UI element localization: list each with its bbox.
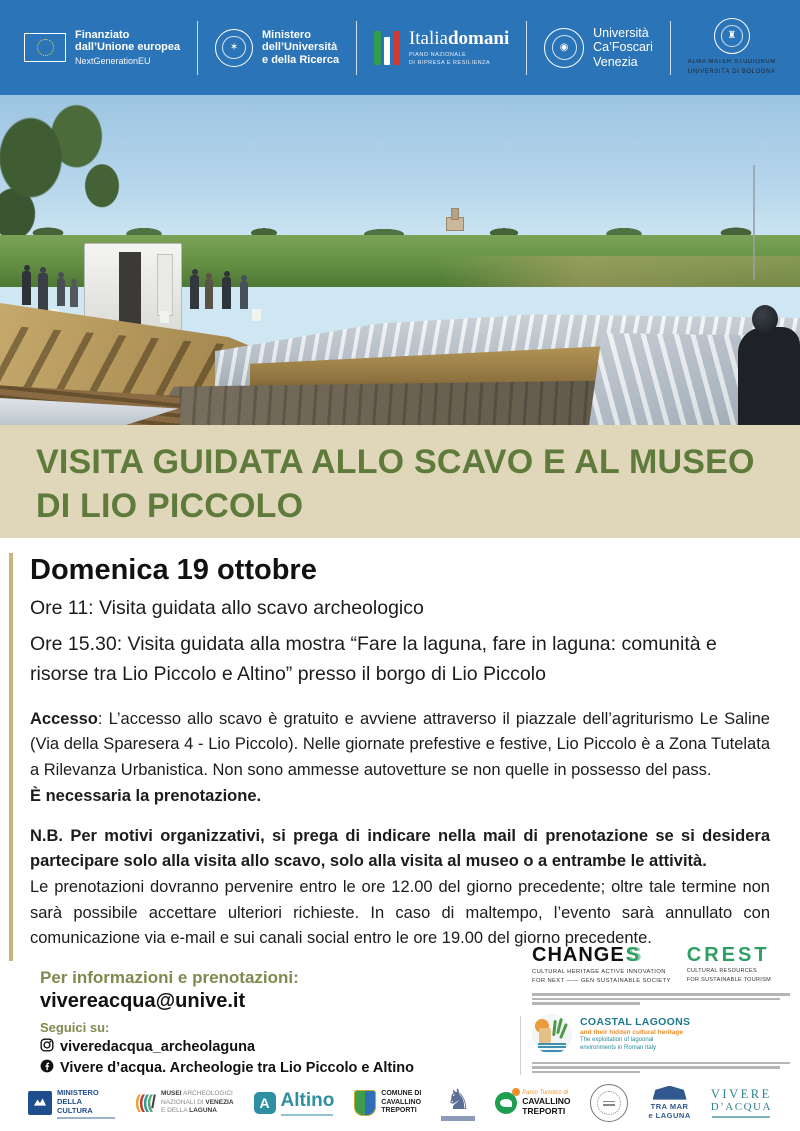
content-area (0, 538, 800, 1075)
ministero-cultura-logo (28, 1088, 115, 1119)
visitor (57, 278, 65, 306)
vivere-dacqua-logo (711, 1088, 772, 1119)
contact-block (40, 968, 510, 1075)
musei-rest1: ARCHEOLOGICI (181, 1089, 233, 1097)
ministero-universita-logo (215, 29, 339, 67)
poster-title (36, 440, 770, 528)
facebook-icon (40, 1059, 54, 1075)
cafoscari-line3: Venezia (593, 54, 638, 69)
musei-rest3: E DELLA (160, 1107, 190, 1115)
instagram-handle: viveredacqua_archeolaguna (60, 1038, 256, 1055)
vivere-fine-print (712, 1116, 770, 1118)
eu-line2: dall’Unione europea (75, 41, 181, 54)
booking-required-note: È necessaria la prenotazione. (30, 787, 262, 806)
parco-line2: TREPORTI (522, 1106, 566, 1116)
eu-flag-icon (24, 33, 66, 62)
italiadomani-logo (374, 28, 509, 66)
changes-subtitle1: CULTURAL HERITAGE ACTIVE INNOVATION (532, 969, 666, 975)
metal-pole (753, 165, 755, 280)
parco-script-line: Parco Turistico di (522, 1089, 569, 1096)
contact-email[interactable]: vivereacqua@unive.it (40, 989, 246, 1012)
nb-regular-text: Le prenotazioni dovranno pervenire entro le ore 12.00 del giorno precedente; oltre tale termine non sarà possibile accettare ulteriori richieste. In caso di maltempo, l’evento sarà annullato con comunicazione via e-mail e sui canali social entro le ore 19.00 del giorno precedente. (30, 878, 770, 948)
borgo-lio-piccolo-stamp (590, 1084, 628, 1122)
follow-heading: Seguici su: (40, 1019, 110, 1035)
coastal-lagoons-sub2: The exploitation of lagoonal (580, 1036, 654, 1043)
event-time-1: Ore 11: Visita guidata allo scavo archeologico (30, 597, 424, 619)
nb-bold-text: N.B. Per motivi organizzativi, si prega di indicare nella mail di prenotazione se si desidera partecipare solo alla visita allo scavo, solo alla visita al museo o a entrambe le attività. (30, 826, 770, 871)
crest-wordmark: CREST (686, 944, 770, 966)
instagram-row[interactable] (40, 1038, 510, 1056)
cafoscari-seal-icon: ◉ (544, 28, 584, 68)
visitor (205, 279, 213, 309)
partner-logos-column (532, 944, 790, 1073)
unibo-line2: UNIVERSITÀ DI BOLOGNA (688, 69, 776, 75)
instagram-icon (40, 1038, 54, 1056)
changes-s-mark: S (625, 944, 641, 966)
musei-rest2: NAZIONALI DI (160, 1098, 206, 1106)
parco-line1: CAVALLINO (522, 1095, 571, 1106)
musei-waves-icon: ((((/ (134, 1092, 156, 1113)
unibo-seal-icon: ♜ (714, 18, 750, 54)
unibo-logo (688, 18, 776, 77)
crest-subtitle2: FOR SUSTAINABLE TOURISM (686, 976, 771, 983)
visitor (222, 277, 231, 309)
mic-line2: DELLA (57, 1096, 82, 1106)
nb-paragraph (30, 824, 770, 952)
equestrian-statue-icon: ♞ (445, 1083, 471, 1115)
mic-emblem-icon (28, 1091, 52, 1115)
cafoscari-line2: Ca’Foscari (593, 40, 653, 55)
vivere-line2: D’ACQUA (710, 1101, 772, 1114)
equestrian-caption (441, 1116, 475, 1121)
institutional-logos-strip (0, 1075, 800, 1131)
italiadomani-sub1: PIANO NAZIONALE (408, 52, 467, 59)
round-stamp-icon (590, 1084, 628, 1122)
coastal-lagoons-sub1: and their hidden cultural heritage (580, 1028, 683, 1036)
mur-line1: Ministero (262, 28, 311, 41)
unibo-line1: ALMA MATER STUDIORUM (687, 59, 776, 65)
mic-line3: CULTURA (57, 1105, 93, 1115)
coastal-lagoons-logo (532, 1014, 790, 1054)
tra-mar-e-laguna-logo (648, 1086, 690, 1121)
comune-line1: COMUNE DI (381, 1089, 422, 1097)
event-date: Domenica 19 ottobre (30, 554, 317, 586)
title-line2: DI LIO PICCOLO (36, 487, 304, 526)
event-time-2: Ore 15.30: Visita guidata alla mostra “Fare la laguna, fare in laguna: comunità e risorse tra Lio Piccolo e Altino” presso il borgo di Lio Piccolo (30, 633, 717, 686)
changes-subtitle2: FOR NEXT —— GEN SUSTAINABLE SOCIETY (532, 978, 671, 985)
crest-logo (687, 944, 771, 984)
musei-word3: LAGUNA (189, 1107, 217, 1115)
comune-shield-icon (354, 1090, 376, 1116)
mic-line1: MINISTERO (57, 1087, 99, 1097)
title-block (0, 425, 800, 538)
visitor (190, 275, 199, 309)
crest-subtitle1: CULTURAL RESOURCES (686, 968, 757, 974)
coastal-lagoons-sub3: environments in Roman Italy (580, 1044, 657, 1051)
comune-line2: CAVALLINO (381, 1098, 422, 1106)
italiadomani-name1: Italia (408, 28, 448, 50)
header-divider (197, 21, 198, 75)
mic-fine-print (57, 1117, 115, 1119)
access-text: : L’accesso allo scavo è gratuito e avviene attraverso il piazzale dell’agriturismo Le Saline (Via della Sparesera 4 - Lio Piccolo). Nelle giornate prefestive e festive, Lio Piccolo è a Zona Tutelata a Rilevanza Urbanistica. Non sono ammesse autovetture se non quelle in possesso del pass. (30, 709, 770, 779)
musei-word2: VENEZIA (205, 1098, 234, 1106)
facebook-row[interactable] (40, 1059, 510, 1075)
header-bar (0, 0, 800, 95)
equestrian-statue-logo (441, 1083, 475, 1121)
changes-wordmark: CHANGE (532, 944, 625, 966)
altino-wordmark: Altino (280, 1090, 335, 1111)
column-divider (520, 1016, 521, 1075)
header-divider (356, 21, 357, 75)
comune-line3: TREPORTI (381, 1107, 417, 1115)
funding-fine-print (532, 993, 790, 1005)
boat-icon (653, 1086, 687, 1100)
vivere-line1: VIVERE (710, 1086, 772, 1101)
title-line1: VISITA GUIDATA ALLO SCAVO E AL MUSEO (36, 443, 755, 481)
italiadomani-sub2: DI RIPRESA E RESILIENZA (408, 60, 491, 67)
visitor (240, 281, 248, 309)
altino-a-icon: A (254, 1092, 276, 1114)
header-divider (670, 21, 671, 75)
mur-line3: e della Ricerca (262, 53, 340, 66)
contact-heading: Per informazioni e prenotazioni: (40, 967, 299, 987)
visitor (22, 271, 31, 305)
changes-logo (532, 944, 671, 985)
italy-emblem-icon: ✶ (215, 29, 253, 67)
left-accent-rule (9, 553, 13, 961)
musei-word1: MUSEI (160, 1089, 182, 1097)
eu-line1: Finanziato (75, 28, 130, 41)
distant-building (446, 217, 464, 231)
comune-cavallino-logo (354, 1090, 421, 1116)
eu-funding-logo (24, 29, 180, 67)
access-paragraph (30, 707, 770, 784)
access-label: Accesso (30, 709, 98, 728)
parco-bird-icon (495, 1092, 517, 1114)
altino-museum-logo (254, 1090, 335, 1116)
italiadomani-name2: domani (447, 28, 510, 50)
musei-archeologici-logo (135, 1090, 234, 1116)
chair (160, 311, 169, 323)
cafoscari-logo (544, 26, 653, 69)
foreground-person (738, 327, 800, 425)
coastal-lagoons-icon (532, 1014, 572, 1054)
italia-flag-icon (374, 31, 400, 65)
funding-fine-print (532, 1062, 790, 1074)
eu-line3: NextGenerationEU (75, 55, 151, 66)
altino-fine-print (281, 1114, 333, 1116)
coastal-lagoons-title: COASTAL LAGOONS (580, 1015, 691, 1028)
visitor (70, 285, 78, 307)
parco-turistico-logo (495, 1090, 570, 1116)
tramar-line1: TRA MAR (650, 1101, 689, 1111)
visitor (38, 273, 48, 311)
cafoscari-line1: Università (593, 25, 649, 40)
mur-line2: dell’Università (262, 41, 338, 54)
facebook-page-name: Vivere d’acqua. Archeologie tra Lio Piccolo e Altino (60, 1059, 414, 1075)
chair (252, 309, 261, 321)
tramar-line2: e LAGUNA (648, 1111, 691, 1120)
header-divider (526, 21, 527, 75)
excavation-photo (0, 95, 800, 425)
